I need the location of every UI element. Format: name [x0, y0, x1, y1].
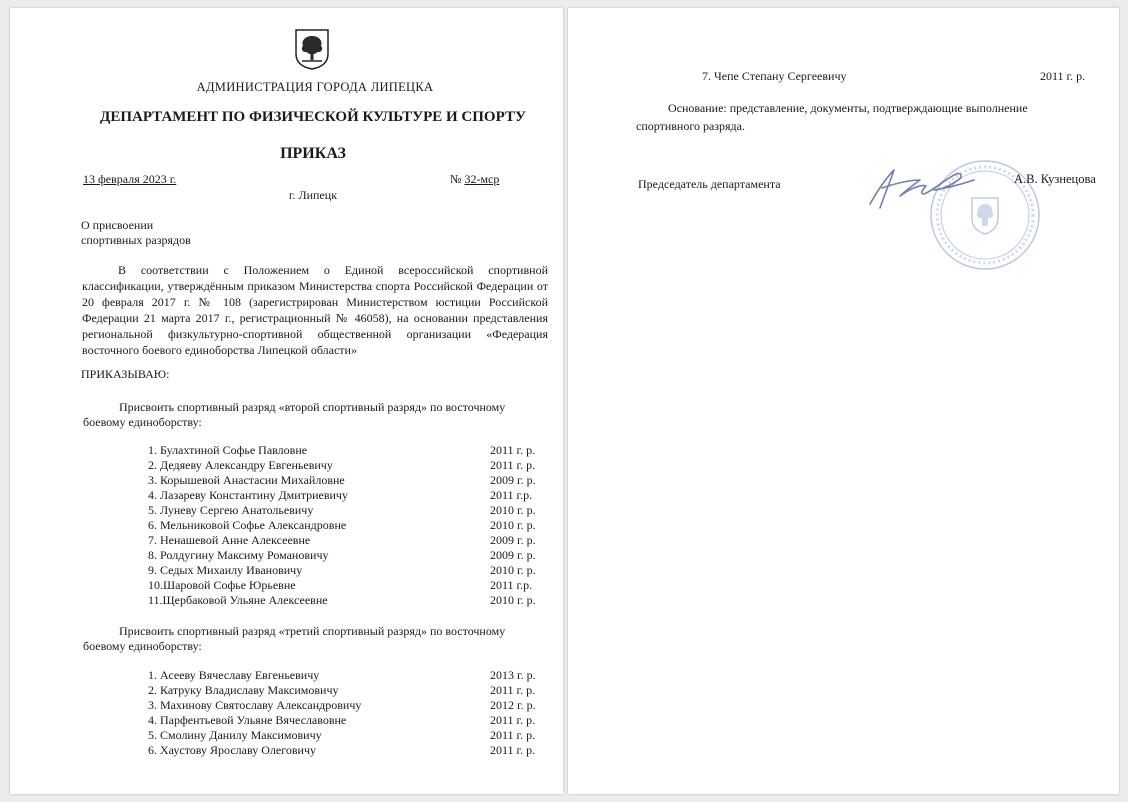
subject-line-2: спортивных разрядов: [81, 233, 191, 247]
list-item-year: 2011 г.р.: [490, 578, 533, 592]
list-item-name: 7. Ненашевой Анне Алексеевне: [148, 533, 311, 547]
subject-line-1: О присвоении: [81, 218, 154, 232]
list-item-year: 2011 г. р.: [490, 458, 536, 472]
list-item: [148, 683, 538, 698]
administration-title: АДМИНИСТРАЦИЯ ГОРОДА ЛИПЕЦКА: [196, 80, 434, 94]
list-item: [148, 593, 538, 608]
list-item-year: 2009 г. р.: [490, 533, 536, 547]
list-item-year: 2011 г. р.: [490, 683, 536, 697]
list-item-year: 2010 г. р.: [490, 503, 536, 517]
list-item: [148, 578, 538, 593]
number-prefix: №: [450, 172, 462, 186]
list-item-year: 2011 г. р.: [490, 728, 536, 742]
document-page-1: [10, 8, 563, 794]
list-item: [148, 488, 538, 503]
list-item-name: 1. Булахтиной Софье Павловне: [148, 443, 308, 457]
list-item-name: 11.Щербаковой Ульяне Алексеевне: [148, 593, 328, 607]
signer-position: Председатель департамента: [638, 177, 781, 191]
list-item-name: 9. Седых Михаилу Ивановичу: [148, 563, 303, 577]
list-item: [148, 473, 538, 488]
list-item-year: 2010 г. р.: [490, 518, 536, 532]
list-item-name: 6. Хаустову Ярославу Олеговичу: [148, 743, 316, 757]
city-emblem-icon: [294, 28, 330, 70]
section2-list: [148, 668, 538, 758]
list-item-name: 2. Катруку Владиславу Максимовичу: [148, 683, 339, 697]
list-item-name: 3. Корышевой Анастасии Михайловне: [148, 473, 345, 487]
section1-intro: Присвоить спортивный разряд «второй спортивный разряд» по восточному боевому единоборству:: [83, 400, 506, 429]
list-item-year: 2011 г. р.: [490, 743, 536, 757]
list-item-name: 3. Махинову Святославу Александровичу: [148, 698, 362, 712]
department-title: ДЕПАРТАМЕНТ ПО ФИЗИЧЕСКОЙ КУЛЬТУРЕ И СПОРТУ: [100, 109, 526, 125]
order-date: 13 февраля 2023 г.: [83, 172, 177, 186]
list-item-name: 7. Чепе Степану Сергеевичу: [702, 69, 847, 83]
list-item-year: 2013 г. р.: [490, 668, 536, 682]
list-item: [148, 713, 538, 728]
document-page-2: [568, 8, 1119, 794]
list-item-year: 2010 г. р.: [490, 563, 536, 577]
order-number: [450, 172, 499, 187]
list-item-name: 5. Смолину Данилу Максимовичу: [148, 728, 322, 742]
list-item-year: 2011 г. р.: [490, 443, 536, 457]
list-item: [148, 668, 538, 683]
list-item-name: 8. Ролдугину Максиму Романовичу: [148, 548, 329, 562]
order-word: ПРИКАЗЫВАЮ:: [81, 367, 170, 381]
list-item-name: 6. Мельниковой Софье Александровне: [148, 518, 347, 532]
list-item: [148, 548, 538, 563]
list-item-year: 2012 г. р.: [490, 698, 536, 712]
list-item-year: 2009 г. р.: [490, 473, 536, 487]
list-item: [148, 443, 538, 458]
list-item-year: 2011 г. р.: [490, 713, 536, 727]
section2-intro: Присвоить спортивный разряд «третий спортивный разряд» по восточному боевому единоборству:: [83, 624, 506, 653]
list-item-name: 1. Асееву Вячеславу Евгеньевичу: [148, 668, 320, 682]
list-item-name: 10.Шаровой Софье Юрьевне: [148, 578, 296, 592]
list-item-name: 4. Лазареву Константину Дмитриевичу: [148, 488, 348, 502]
document-type: ПРИКАЗ: [280, 145, 346, 162]
signer-name: А.В. Кузнецова: [1014, 172, 1096, 186]
list-item: [148, 503, 538, 518]
order-subject: [81, 218, 191, 248]
number-value: 32-мср: [464, 172, 500, 186]
list-item-name: 4. Парфентьевой Ульяне Вячеславовне: [148, 713, 347, 727]
list-item-name: 2. Дедяеву Александру Евгеньевичу: [148, 458, 333, 472]
section1-list: [148, 443, 538, 608]
list-item: [148, 563, 538, 578]
list-item: [148, 518, 538, 533]
signature-icon: [864, 160, 996, 216]
list-item-year: 2011 г.р.: [490, 488, 533, 502]
list-item: [148, 698, 538, 713]
list-item-year: 2011 г. р.: [1040, 69, 1086, 83]
list-item: [148, 728, 538, 743]
basis-paragraph: Основание: представление, документы, подтверждающие выполнение спортивного разряда.: [636, 101, 1028, 133]
city: г. Липецк: [288, 188, 338, 202]
list-item-year: 2009 г. р.: [490, 548, 536, 562]
list-item: [148, 533, 538, 548]
list-item-year: 2010 г. р.: [490, 593, 536, 607]
preamble-paragraph: В соответствии с Положением о Единой всероссийской спортивной классификации, утверждённым приказом Министерства спорта Российской Федерации от 20 февраля 2017 г. № 108 (зарегистрирован Министерством юстиции Российской Федерации 21 марта 2017 г., регистрационный № 46058), на основании представления региональной физкультурно-спортивной общественной организации «Федерация восточного боевого единоборства Липецкой области»: [82, 263, 548, 357]
list-item: [148, 458, 538, 473]
list-item-name: 5. Луневу Сергею Анатольевичу: [148, 503, 314, 517]
list-item: [148, 743, 538, 758]
